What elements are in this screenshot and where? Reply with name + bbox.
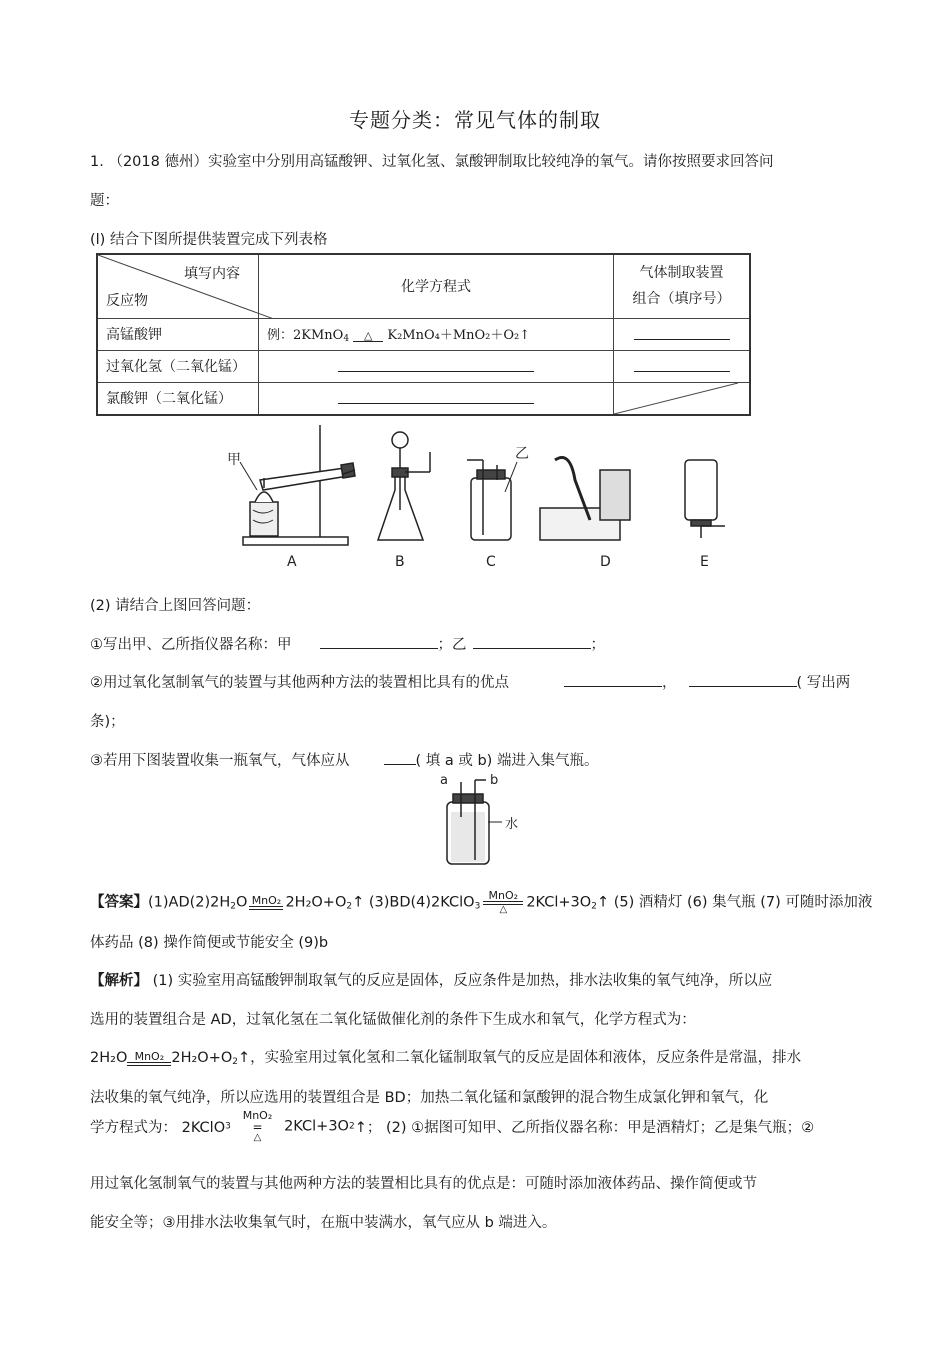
example-equation: 例：2KMnO$_4$ △ K₂MnO₄＋MnO₂＋O₂↑ [259, 318, 614, 350]
q1-stem-line2: 题： [90, 193, 119, 209]
reactant-h2o2: 过氧化氢（二氧化锰） [97, 350, 259, 382]
blank-jia[interactable] [320, 634, 438, 649]
analysis-line5: 学方程式为： 2KClO3 MnO₂ = △ 2KCl+3O2↑； (2) ①据图可知甲、乙所指仪器名称：甲是酒精灯；乙是集气瓶；② [90, 1109, 815, 1143]
analysis-line7: 能安全等；③用排水法收集氧气时，在瓶中装满水，氧气应从 b 端进入。 [90, 1215, 557, 1231]
analysis-line2: 选用的装置组合是 AD，过氧化氢在二氧化锰做催化剂的条件下生成水和氧气，化学方程式为： [90, 1012, 696, 1028]
heat-condition: △ [353, 330, 383, 342]
q1-stem-line1: 1. （2018 德州）实验室中分别用高锰酸钾、过氧化氢、氯酸钾制取比较纯净的氧气。请你按照要求回答问 [90, 154, 774, 170]
example-rhs: K₂MnO₄＋MnO₂＋O₂↑ [387, 328, 531, 343]
q1-part1: (l) 结合下图所提供装置完成下列表格 [90, 232, 328, 248]
label-E: E [700, 554, 709, 570]
header-device-line1: 气体制取装置 [639, 265, 724, 282]
label-water: 水 [505, 817, 519, 832]
equation-answer-3[interactable] [259, 382, 614, 415]
label-A: A [287, 554, 297, 570]
apparatus-figure [215, 420, 735, 572]
table-diagonal-header [97, 254, 259, 318]
q1-part2: (2) 请结合上图回答问题： [90, 598, 261, 614]
device-answer-2[interactable] [614, 350, 751, 382]
header-top-right: 填写内容 [184, 266, 240, 282]
apparatus-C [467, 460, 511, 540]
q2-2: ②用过氧化氢制氧气的装置与其他两种方法的装置相比具有的优点 ， ( 写出两 [90, 671, 850, 692]
apparatus-B [378, 432, 430, 540]
answer-line1: 【答案】$(1)AD(2)2H_2O$ MnO₂ $2H_2O+O_2↑$ (3)BD(4)2KClO$_3$ MnO₂ △ $2KCl+3O_2↑$ (5) 酒精灯 (6) 集气瓶 (7) 可随时添加液 [90, 889, 873, 915]
catalyst-heat-condition: MnO₂ △ [483, 890, 523, 915]
apparatus-E [685, 460, 725, 538]
apparatus-D [540, 458, 630, 541]
blank-port[interactable] [384, 750, 416, 765]
answer-table [96, 253, 751, 416]
q2-1: ①写出甲、乙所指仪器名称：甲 ；乙 ； [90, 633, 605, 654]
reactant-kclo3: 氯酸钾（二氧化锰） [97, 382, 259, 415]
device-cell-crossed [614, 382, 751, 415]
apparatus-A [243, 425, 355, 545]
page-title: 专题分类：常见气体的制取 [349, 108, 601, 132]
header-equation: 化学方程式 [259, 254, 614, 318]
analysis-line6: 用过氧化氢制氧气的装置与其他两种方法的装置相比具有的优点是：可随时添加液体药品、操作简便或节 [90, 1176, 757, 1192]
header-device-line2: 组合（填序号） [632, 291, 731, 308]
label-B: B [395, 554, 405, 570]
header-bottom-left: 反应物 [106, 292, 148, 309]
reactant-kmno4: 高锰酸钾 [97, 318, 259, 350]
catalyst-condition: MnO₂ [127, 1051, 171, 1066]
diagonal-line [614, 383, 738, 414]
analysis-line4: 法收集的氧气纯净，所以应选用的装置组合是 BD；加热二氧化锰和氯酸钾的混合物生成氯化钾和氧气，化 [90, 1090, 769, 1106]
q2-3: ③若用下图装置收集一瓶氧气，气体应从 ( 填 a 或 b) 端进入集气瓶。 [90, 749, 598, 770]
label-a: a [440, 773, 448, 788]
device-answer-1[interactable] [614, 318, 751, 350]
equation-answer-2[interactable] [259, 350, 614, 382]
analysis-line3: 2H₂O MnO₂ $2H_2O+O_2↑$，实验室用过氧化氢和二氧化锰制取氧气的反应是固体和液体，反应条件是常温，排水 [90, 1049, 802, 1067]
header-device [614, 254, 751, 318]
example-lhs: 2KMnO [293, 328, 344, 343]
label-D: D [600, 554, 611, 570]
answer-line2: 体药品 (8) 操作简便或节能安全 (9)b [90, 935, 329, 951]
label-jia: 甲 [227, 452, 241, 468]
catalyst-condition: MnO₂ [249, 895, 283, 910]
blank-advantage-1[interactable] [564, 672, 662, 687]
q2-2-cont: 条)； [90, 714, 125, 730]
gas-bottle-figure [430, 772, 530, 868]
analysis-line1: 【解析】 (1) 实验室用高锰酸钾制取氧气的反应是固体，反应条件是加热，排水法收集的氧气纯净，所以应 [90, 973, 773, 989]
label-b: b [490, 773, 499, 788]
blank-advantage-2[interactable] [689, 672, 797, 687]
label-C: C [486, 554, 496, 570]
label-yi: 乙 [515, 446, 529, 462]
blank-yi[interactable] [473, 634, 591, 649]
example-prefix: 例： [267, 328, 294, 343]
catalyst-heat-condition: MnO₂ = △ [242, 1109, 273, 1143]
